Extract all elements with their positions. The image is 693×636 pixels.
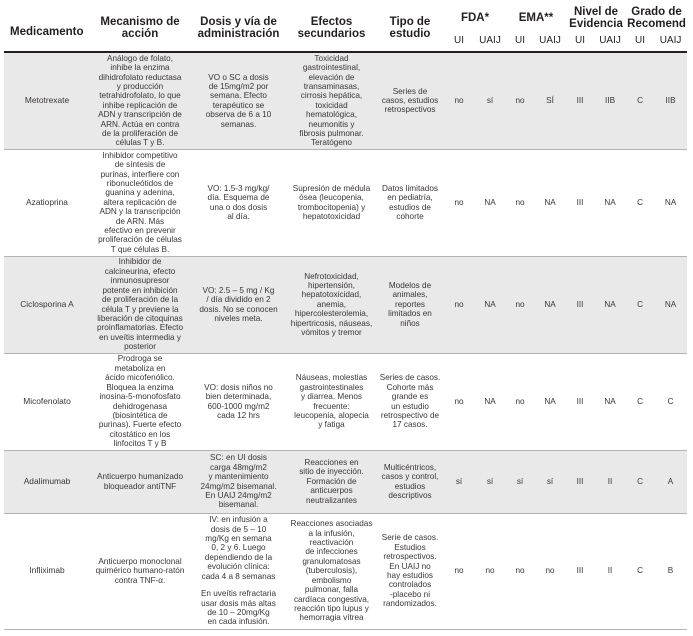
cell-tipo	[376, 353, 444, 450]
efectos-line: transaminasas,	[303, 81, 360, 91]
cell-efectos	[287, 513, 376, 629]
header-fda: FDA*	[460, 12, 490, 24]
efectos-line: cardíaca congestiva,	[293, 594, 370, 604]
efectos-line: trombocitopenia) y	[297, 202, 366, 212]
dosis-line: terapéutico se	[212, 100, 265, 110]
tipo-line: -placebo ni	[389, 589, 431, 599]
dosis-line: y mantenimiento	[208, 472, 269, 482]
cell-nivel-uaij: NA	[594, 256, 626, 353]
cell-efectos	[287, 353, 376, 450]
mecanismo-line: Anticuerpo monoclonal	[98, 556, 182, 566]
cell-mecanismo	[90, 149, 190, 256]
header-dosis-line2: administración	[197, 28, 280, 40]
cell-nivel-ui: III	[566, 450, 594, 513]
dosis-spacer	[192, 581, 285, 589]
dosis-line: VO o SC a dosis	[208, 72, 269, 82]
efectos-line: reactivación	[309, 538, 354, 548]
efectos-line: anemia,	[316, 299, 347, 309]
mecanismo-line: calcineurina, efecto	[104, 266, 176, 276]
cell-nivel-uaij: NA	[594, 149, 626, 256]
efectos-line: hematológica,	[306, 110, 357, 120]
cell-grado-ui: C	[626, 52, 654, 149]
cell-grado-uaij: C	[654, 353, 687, 450]
cell-medicamento: Adalimumab	[4, 450, 90, 513]
cell-ema-uaij: NA	[534, 353, 566, 450]
cell-mecanismo	[90, 450, 190, 513]
tipo-line: controlados	[388, 580, 432, 590]
cell-medicamento: Metotrexate	[4, 52, 90, 149]
tipo-line: randomizados.	[383, 599, 437, 609]
dosis-line: bisemanal.	[218, 500, 259, 510]
dosis-line: 0, 2 y 6. Luego	[211, 543, 266, 553]
dosis-line: En UAIJ 24mg/m2	[205, 490, 272, 500]
cell-ema-ui: no	[506, 353, 534, 450]
cell-tipo	[376, 52, 444, 149]
efectos-line: leucopenia, alopecia	[294, 410, 369, 420]
tipo-line: niños	[400, 318, 420, 328]
cell-dosis	[190, 353, 287, 450]
table-row	[4, 52, 687, 149]
cell-nivel-uaij: II	[594, 450, 626, 513]
tipo-line: casos y control,	[381, 472, 439, 482]
cell-fda-ui: no	[444, 513, 474, 629]
mecanismo-line: proinflamatorias. Efecto	[96, 323, 183, 333]
dosis-line: bien determinada,	[205, 392, 272, 402]
table-row	[4, 450, 687, 513]
tipo-line: hay estudios	[387, 571, 433, 580]
cell-grado-ui: C	[626, 513, 654, 629]
mecanismo-line: inhibe replicación de	[102, 100, 178, 110]
tipo-line: Multicéntricos,	[383, 462, 437, 472]
efectos-line: Toxicidad	[314, 53, 349, 63]
sub-header-nivel-ui: UI	[566, 30, 594, 52]
dosis-line: carga 48mg/m2	[210, 462, 267, 472]
mecanismo-line: de ARN. Más	[115, 216, 165, 226]
efectos-line: gastrointestinal,	[302, 63, 361, 73]
efectos-line: sitio de inyección.	[299, 467, 364, 477]
mecanismo-line: Anticuerpo humanizado	[96, 472, 184, 482]
sub-header-fda-uaij: UAIJ	[474, 30, 506, 52]
mecanismo-line: contra TNF-α.	[114, 575, 166, 585]
table-row	[4, 256, 687, 353]
tipo-line: animales,	[392, 290, 428, 300]
mecanismo-line: ácido micofenólico.	[105, 373, 175, 383]
efectos-line: (tuberculosis),	[305, 566, 358, 576]
cell-mecanismo	[90, 513, 190, 629]
cell-tipo	[376, 513, 444, 629]
mecanismo-line: quimérico humano-ratón	[95, 566, 185, 576]
cell-ema-uaij: NA	[534, 256, 566, 353]
tipo-line: reportes	[394, 299, 426, 309]
cell-medicamento: Azatioprina	[4, 149, 90, 256]
mecanismo-line: ADN y la transcripción	[99, 207, 181, 217]
sub-header-ema-ui: UI	[506, 30, 534, 52]
tipo-line: Estudios	[394, 542, 426, 552]
efectos-line: Reacciones asociadas	[290, 519, 373, 529]
cell-fda-uaij: NA	[474, 149, 506, 256]
cell-mecanismo	[90, 353, 190, 450]
header-mecanismo-line1: Mecanismo de	[100, 16, 180, 28]
cell-grado-ui: C	[626, 353, 654, 450]
dosis-extra-line: En uveítis refractaria	[200, 589, 277, 599]
efectos-line: neumonitis y	[308, 119, 355, 129]
cell-grado-uaij: IIB	[654, 52, 687, 149]
dosis-line: evolución clínica:	[207, 562, 270, 572]
efectos-line: y fatiga	[318, 420, 345, 430]
dosis-line: cada 12 hrs	[217, 410, 260, 420]
table-body	[4, 52, 687, 629]
header-grado-line2: Recomend	[627, 18, 686, 30]
cell-grado-ui: C	[626, 450, 654, 513]
dosis-line: IV: en infusión a	[209, 515, 268, 525]
efectos-line: frecuente:	[313, 401, 350, 411]
cell-dosis	[190, 149, 287, 256]
cell-nivel-ui: III	[566, 353, 594, 450]
mecanismo-line: altera replicación de	[103, 197, 177, 207]
cell-fda-uaij: sí	[474, 52, 506, 149]
cell-ema-ui: no	[506, 256, 534, 353]
efectos-line: reacción tipo lupus y	[294, 603, 369, 613]
tipo-line: retrospectivos.	[383, 552, 437, 562]
efectos-line: toxicidad	[315, 100, 348, 110]
cell-dosis	[190, 513, 287, 629]
mecanismo-line: metaboliza en	[114, 363, 166, 373]
dosis-line: al día.	[227, 211, 250, 221]
dosis-line: una o dos dosis	[209, 202, 268, 212]
tipo-line: en pediatría,	[387, 193, 433, 203]
tipo-line: Serie de casos.	[381, 533, 439, 543]
table-row	[4, 513, 687, 629]
cell-nivel-uaij: IIB	[594, 52, 626, 149]
mecanismo-line: Inhibidor de	[118, 257, 162, 267]
mecanismo-line: bloqueador antiTNF	[103, 481, 177, 491]
tipo-line: un estudio	[391, 401, 429, 411]
mecanismo-line: en uveítis intermedia y	[99, 332, 181, 342]
mecanismo-line: citostático en los	[109, 429, 171, 439]
cell-tipo	[376, 149, 444, 256]
efectos-line: hipercolesterolemia,	[294, 309, 369, 319]
cell-efectos	[287, 149, 376, 256]
mecanismo-line: Prodroga se	[117, 354, 163, 364]
cell-fda-ui: no	[444, 353, 474, 450]
tipo-line: Modelos de	[388, 280, 432, 290]
tipo-line: En UAIJ no	[389, 561, 431, 571]
cell-fda-ui: sí	[444, 450, 474, 513]
cell-tipo	[376, 450, 444, 513]
tipo-line: estudios de	[389, 202, 431, 212]
mecanismo-line: proliferación de células	[98, 235, 182, 245]
cell-nivel-uaij: NA	[594, 353, 626, 450]
efectos-line: hipertensión,	[308, 280, 355, 290]
mecanismo-line: purinas). Fuerte efecto	[98, 420, 182, 430]
cell-nivel-ui: III	[566, 52, 594, 149]
mecanismo-line: guanina y adenina,	[105, 188, 175, 198]
cell-efectos	[287, 256, 376, 353]
mecanismo-line: ribonucleótidos de	[106, 178, 174, 188]
efectos-line: Supresión de médula	[292, 183, 371, 193]
efectos-line: ósea (leucopenia,	[299, 193, 364, 203]
mecanismo-line: Inhibidor competitivo	[102, 150, 178, 160]
efectos-line: vómitos y tremor	[301, 328, 362, 338]
cell-ema-ui: sí	[506, 450, 534, 513]
cell-fda-uaij: no	[474, 513, 506, 629]
tipo-line: Series de casos.	[379, 373, 441, 383]
mecanismo-line: célula T y previene la	[101, 304, 179, 314]
dosis-line: SC: en UI dosis	[210, 453, 267, 463]
cell-tipo	[376, 256, 444, 353]
cell-ema-uaij: SÍ	[534, 52, 566, 149]
efectos-line: Formación de	[306, 476, 357, 486]
dosis-line: observa de 6 a 10	[205, 110, 272, 120]
cell-medicamento: Ciclosporina A	[4, 256, 90, 353]
mecanismo-line: posterior	[124, 342, 156, 352]
drug-table-container	[4, 4, 687, 630]
cell-fda-uaij: sí	[474, 450, 506, 513]
cell-fda-ui: no	[444, 52, 474, 149]
efectos-line: Nefrotoxicidad,	[304, 271, 359, 281]
tipo-line: cohorte	[396, 211, 424, 221]
efectos-line: hemorragia vítrea	[299, 613, 364, 623]
efectos-line: Náuseas, molestias	[295, 373, 368, 383]
cell-ema-ui: no	[506, 52, 534, 149]
cell-ema-ui: no	[506, 513, 534, 629]
header-efectos-line1: Efectos	[310, 16, 353, 28]
dosis-line: semanas.	[220, 119, 257, 129]
sub-header-nivel-uaij: UAIJ	[594, 30, 626, 52]
efectos-line: granulomatosas	[302, 556, 361, 566]
cell-grado-uaij: NA	[654, 149, 687, 256]
mecanismo-line: inosina-5-monofosfato	[99, 392, 181, 402]
cell-dosis	[190, 256, 287, 353]
mecanismo-line: dihidrofolato reductasa	[98, 72, 182, 82]
tipo-line: retrospectivos	[384, 105, 436, 115]
efectos-line: y diarrea. Menos	[301, 392, 362, 402]
mecanismo-line: ARN. Actúa en contra	[100, 119, 180, 129]
cell-grado-uaij: A	[654, 450, 687, 513]
mecanismo-line: y producción	[116, 81, 164, 91]
efectos-line: elevación de	[308, 72, 355, 82]
efectos-line: anticuerpos	[310, 486, 353, 496]
cell-ema-uaij: sí	[534, 450, 566, 513]
cell-medicamento: Infliximab	[4, 513, 90, 629]
efectos-line: de infecciones	[305, 547, 358, 557]
efectos-line: a la infusión,	[308, 528, 355, 538]
dosis-line: dosis. No se conocen	[199, 304, 278, 314]
mecanismo-line: células T y B.	[115, 138, 165, 148]
dosis-line: cada 4 a 8 semanas	[201, 571, 276, 581]
cell-fda-ui: no	[444, 149, 474, 256]
header-tipo-line2: estudio	[389, 28, 431, 40]
sub-header-grado-ui: UI	[626, 30, 654, 52]
cell-grado-ui: C	[626, 149, 654, 256]
cell-grado-ui: C	[626, 256, 654, 353]
mecanismo-line: de proliferación de la	[101, 295, 178, 305]
efectos-line: Teratógeno	[311, 138, 352, 148]
efectos-line: cirrosis hepática,	[300, 91, 363, 101]
cell-grado-uaij: B	[654, 513, 687, 629]
dosis-line: niveles meta.	[214, 313, 263, 323]
tipo-line: limitados en	[388, 309, 432, 319]
dosis-line: 24mg/m2 bisemanal.	[200, 481, 277, 491]
mecanismo-line: inmunosupresor	[110, 276, 170, 286]
mecanismo-line: T que células B.	[110, 244, 170, 254]
dosis-line: 600-1000 mg/m2	[207, 401, 270, 411]
header-tipo-line1: Tipo de	[389, 16, 431, 28]
efectos-line: hipertricosis, náuseas,	[290, 318, 373, 328]
dosis-line: día. Esquema de	[207, 193, 270, 203]
cell-fda-uaij: NA	[474, 353, 506, 450]
efectos-line: hepatotoxicidad	[302, 211, 361, 221]
mecanismo-line: (biosintética de	[112, 410, 168, 420]
cell-nivel-ui: III	[566, 256, 594, 353]
mecanismo-line: Bloquea la enzima	[106, 382, 174, 392]
cell-grado-uaij: NA	[654, 256, 687, 353]
header-grado-line1: Grado de	[631, 6, 682, 18]
cell-mecanismo	[90, 256, 190, 353]
dosis-line: VO: 1.5-3 mg/kg/	[207, 183, 270, 193]
header-tipo	[376, 4, 444, 52]
header-nivel	[566, 4, 626, 30]
drug-comparison-table	[4, 4, 687, 630]
table-row	[4, 149, 687, 256]
header-mecanismo	[90, 4, 190, 52]
cell-mecanismo	[90, 52, 190, 149]
dosis-line: / día dividido en 2	[206, 295, 271, 305]
cell-fda-uaij: NA	[474, 256, 506, 353]
header-medicamento: Medicamento	[4, 4, 90, 52]
header-efectos-line2: secundarios	[297, 28, 366, 40]
header-efectos	[287, 4, 376, 52]
mecanismo-line: ADN y transcripción de	[98, 110, 182, 120]
efectos-line: Reacciones en	[304, 457, 359, 467]
cell-fda-ui: no	[444, 256, 474, 353]
tipo-line: Cohorte más	[386, 382, 434, 392]
cell-ema-uaij: NA	[534, 149, 566, 256]
mecanismo-line: efectivo en prevenir	[104, 226, 176, 236]
cell-dosis	[190, 52, 287, 149]
header-ema: EMA**	[518, 12, 554, 24]
tipo-line: casos, estudios	[381, 96, 439, 106]
cell-nivel-ui: III	[566, 513, 594, 629]
cell-nivel-uaij: II	[594, 513, 626, 629]
tipo-line: 17 casos.	[392, 420, 428, 430]
table-row	[4, 353, 687, 450]
dosis-line: semana. Efecto	[210, 91, 267, 101]
header-nivel-line1: Nivel de	[573, 6, 619, 18]
table-header	[4, 4, 687, 52]
mecanismo-line: de la proliferación de	[101, 128, 178, 138]
mecanismo-line: tetrahidrofolato, lo que	[99, 91, 181, 101]
cell-ema-uaij: no	[534, 513, 566, 629]
cell-efectos	[287, 52, 376, 149]
header-dosis	[190, 4, 287, 52]
header-mecanismo-line2: acción	[121, 28, 159, 40]
tipo-line: descriptivos	[388, 490, 432, 500]
dosis-line: de 15mg/m2 por	[208, 81, 269, 91]
dosis-extra-line: en cada infusión.	[207, 617, 270, 627]
mecanismo-line: linfocitos T y B	[113, 439, 167, 449]
tipo-line: grande es	[391, 392, 429, 402]
mecanismo-line: liberación de citoquinas	[97, 313, 183, 323]
efectos-line: neutralizantes	[306, 495, 357, 505]
mecanismo-line: dehidrogenasa	[112, 401, 168, 411]
dosis-extra-line: de 10 – 20mg/Kg	[207, 607, 270, 617]
mecanismo-line: Análogo de folato,	[106, 53, 173, 63]
header-grado	[626, 4, 687, 30]
dosis-line: dependiendo de la	[204, 552, 273, 562]
mecanismo-line: potente en inhibición	[102, 285, 178, 295]
sub-header-ema-uaij: UAIJ	[534, 30, 566, 52]
mecanismo-line: inhibe la enzima	[110, 63, 170, 73]
header-nivel-line2: Evidencia	[569, 18, 623, 30]
dosis-line: VO: 2.5 – 5 mg / Kg	[202, 285, 275, 295]
cell-medicamento: Micofenolato	[4, 353, 90, 450]
efectos-line: fibrosis pulmonar.	[299, 128, 364, 138]
efectos-line: hepatotoxicidad,	[301, 290, 362, 300]
sub-header-fda-ui: UI	[444, 30, 474, 52]
dosis-line: dosis de 5 – 10	[210, 524, 267, 534]
sub-header-grado-uaij: UAIJ	[654, 30, 687, 52]
header-dosis-line1: Dosis y vía de	[200, 16, 277, 28]
tipo-line: estudios	[394, 481, 426, 491]
efectos-line: gastrointestinales	[299, 382, 364, 392]
dosis-line: VO: dosis niños no	[204, 382, 273, 392]
cell-dosis	[190, 450, 287, 513]
cell-nivel-ui: III	[566, 149, 594, 256]
dosis-extra-line: usar dosis más altas	[201, 598, 276, 608]
tipo-line: retrospectivo de	[380, 410, 440, 420]
cell-efectos	[287, 450, 376, 513]
cell-ema-ui: no	[506, 149, 534, 256]
mecanismo-line: purinas, interfiere con	[100, 169, 180, 179]
mecanismo-line: de síntesis de	[114, 160, 166, 170]
efectos-line: embolismo	[311, 575, 352, 585]
tipo-line: Datos limitados	[382, 183, 438, 193]
efectos-line: pulmonar, falla	[304, 585, 359, 595]
tipo-line: Series de	[392, 86, 428, 96]
dosis-line: mg/Kg en semana	[205, 534, 272, 544]
